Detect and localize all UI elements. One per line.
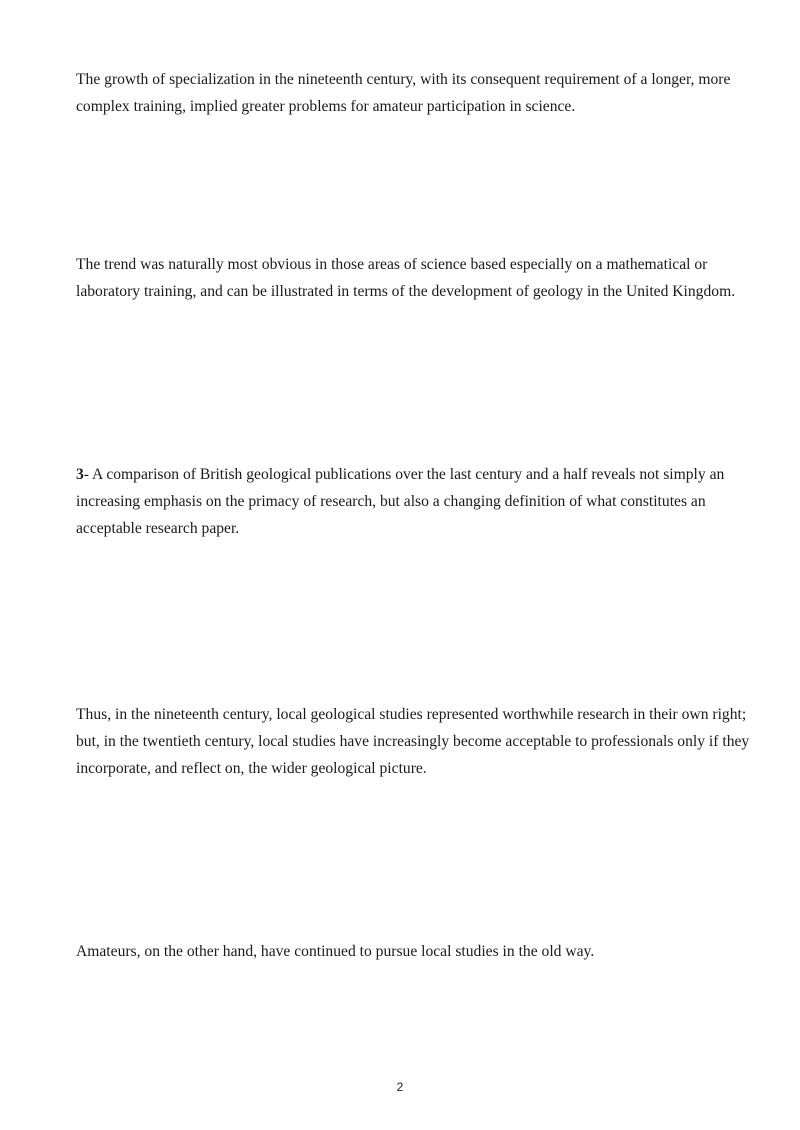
paragraph-geology-trend (76, 251, 766, 305)
paragraph-text: Amateurs, on the other hand, have continued to pursue local studies in the old way. (76, 943, 595, 960)
page-number: 2 (396, 1080, 404, 1094)
paragraph-text: Thus, in the nineteenth century, local geological studies represented worthwhile research in their own right; but, in the twentieth century, local studies have increasingly become acceptable to professionals only if they incorporate, and reflect on, the wider geological picture. (76, 706, 750, 777)
paragraph-amateurs (76, 938, 766, 965)
paragraph-specialization (76, 66, 766, 120)
paragraph-local-studies (76, 701, 766, 782)
paragraph-text: - A comparison of British geological publications over the last century and a half reveals not simply an increasing emphasis on the primacy of research, but also a changing definition of what constitutes an acceptable research paper. (76, 466, 725, 537)
paragraph-text: The growth of specialization in the nineteenth century, with its consequent requirement of a longer, more complex training, implied greater problems for amateur participation in science. (76, 71, 731, 115)
paragraph-text: The trend was naturally most obvious in those areas of science based especially on a mathematical or laboratory training, and can be illustrated in terms of the development of geology in the United Kingdom. (76, 256, 736, 300)
paragraph-number: 3 (76, 466, 84, 483)
paragraph-3-publications (76, 461, 766, 542)
